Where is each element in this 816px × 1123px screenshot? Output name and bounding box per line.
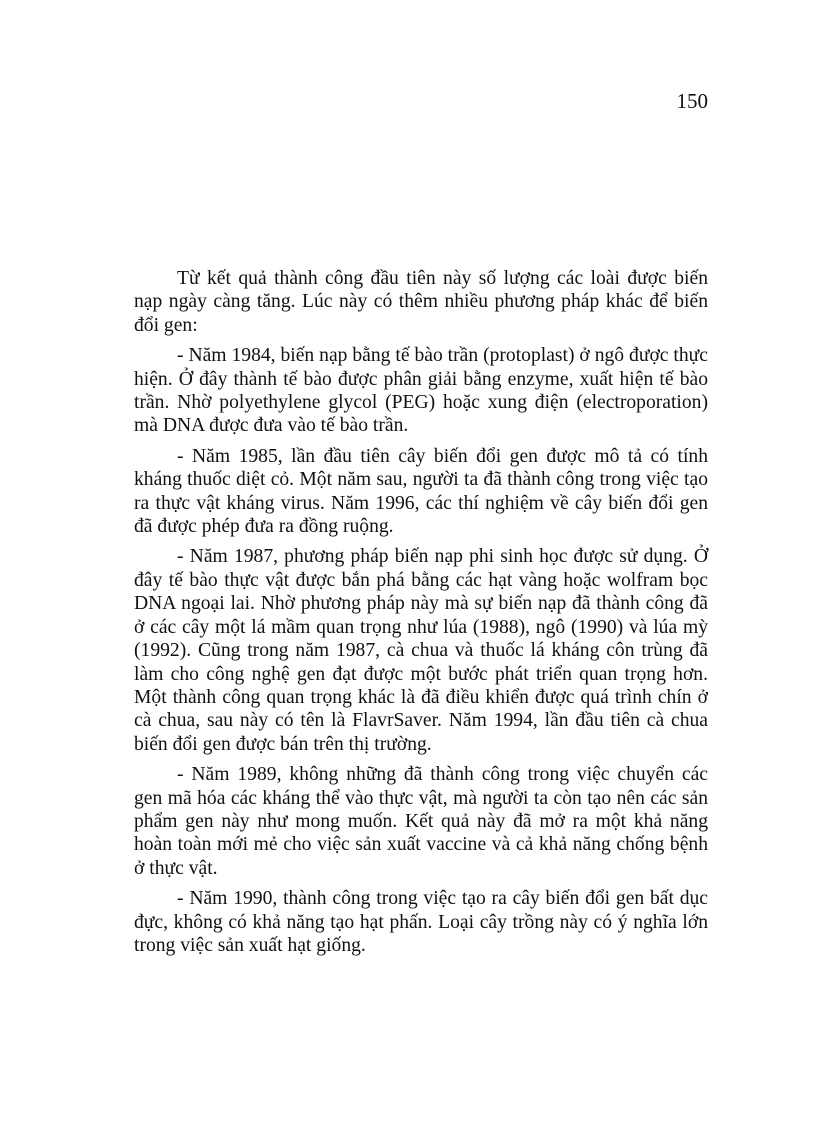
page-number: 150: [676, 89, 708, 113]
paragraph-1984: - Năm 1984, biến nạp bằng tế bào trần (protoplast) ở ngô được thực hiện. Ở đây thành tế bào được phân giải bằng enzyme, xuất hiện tế bào trần. Nhờ polyethylene glycol (PEG) hoặc xung điện (electroporation) mà DNA được đưa vào tế bào trần.: [134, 345, 708, 437]
paragraph-1990: - Năm 1990, thành công trong việc tạo ra cây biến đổi gen bất dục đực, không có khả năng tạo hạt phấn. Loại cây trồng này có ý nghĩa lớn trong việc sản xuất hạt giống.: [134, 888, 708, 956]
paragraph-1987: - Năm 1987, phương pháp biến nạp phi sinh học được sử dụng. Ở đây tế bào thực vật được bắn phá bằng các hạt vàng hoặc wolfram bọc DNA ngoại lai. Nhờ phương pháp này mà sự biến nạp đã thành công đã ở các cây một lá mầm quan trọng như lúa (1988), ngô (1990) và lúa mỳ (1992). Cũng trong năm 1987, cà chua và thuốc lá kháng côn trùng đã làm cho công nghệ gen đạt được một bước phát triển quan trọng hơn. Một thành công quan trọng khác là đã điều khiển được quá trình chín ở cà chua, sau này có tên là FlavrSaver. Năm 1994, lần đầu tiên cà chua biến đổi gen được bán trên thị trường.: [134, 546, 708, 755]
paragraph-1985: - Năm 1985, lần đầu tiên cây biến đổi gen được mô tả có tính kháng thuốc diệt cỏ. Một năm sau, người ta đã thành công trong việc tạo ra thực vật kháng virus. Năm 1996, các thí nghiệm về cây biến đổi gen đã được phép đưa ra đồng ruộng.: [134, 445, 708, 538]
paragraph-intro: Từ kết quả thành công đầu tiên này số lượng các loài được biến nạp ngày càng tăng. Lúc này có thêm nhiều phương pháp khác để biến đổi gen:: [134, 268, 708, 336]
body-text: [134, 267, 708, 964]
paragraph-1989: - Năm 1989, không những đã thành công trong việc chuyển các gen mã hóa các kháng thể vào thực vật, mà người ta còn tạo nên các sản phẩm gen này như mong muốn. Kết quả này đã mở ra một khả năng hoàn toàn mới mẻ cho việc sản xuất vaccine và cả khả năng chống bệnh ở thực vật.: [134, 764, 708, 879]
